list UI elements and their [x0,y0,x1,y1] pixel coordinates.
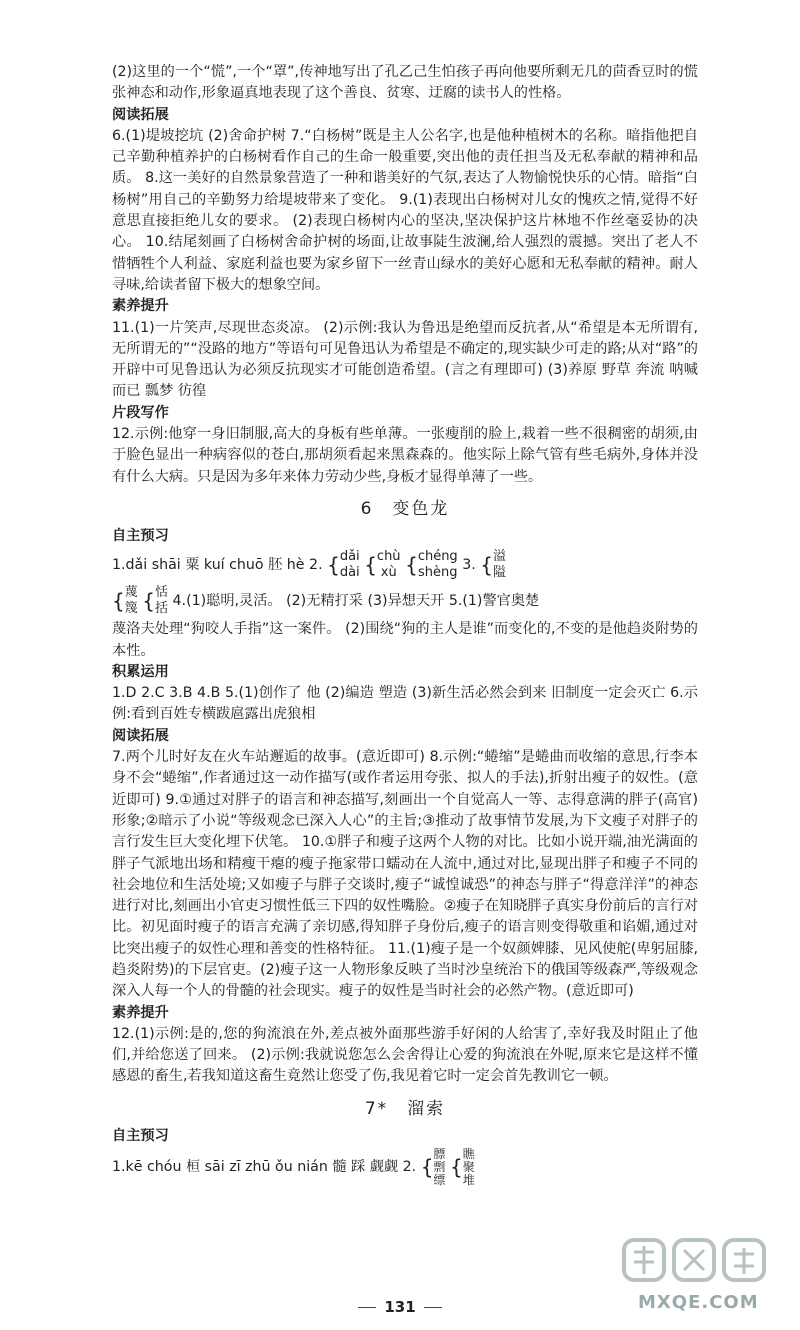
pinyin-text: 1.dǎi shāi 粟 kuí chuō 胚 hè 2. [112,557,323,574]
page-number: 131 [0,1298,800,1316]
section-heading: 积累运用 [112,663,169,680]
brace: { [112,589,125,614]
brace: { [405,553,418,578]
watermark-stamp-icon [620,1232,775,1292]
char-stack: 瞧 聚 堆 [462,1146,475,1187]
brace: { [327,553,340,578]
brace: { [364,553,377,578]
brace: { [142,589,155,614]
answer-paragraph: 7.两个儿时好友在火车站邂逅的故事。(意近即可) 8.示例:“蜷缩”是蜷曲而收缩的意思,行李本身不会“蜷缩”,作者通过这一动作描写(或作者运用夸张、拟人的手法),折射出瘦子的奴性。(意近即可) 9.①通过对胖子的语言和神态描写,刻画出一个自觉高人一等、志得意满的胖子(高官)形象;②暗示了小说“等级观念已深入人心”的主旨;③推动了故事情节发展,为下文瘦子对胖子的言行发生巨大变化埋下伏笔。 10.①胖子和瘦子这两个人物的对比。比如小说开端,油光满面的胖子气派地出场和精瘦干瘪的瘦子拖家带口蠕动在人流中,通过对比,显现出胖子和瘦子不同的社会地位和生活处境;又如瘦子与胖子交谈时,瘦子“诚惶诚恐”的神态与胖子“得意洋洋”的神态进行对比,刻画出小官吏习惯性低三下四的奴性嘴脸。②瘦子在知晓胖子真实身份前后的言行对比。初见面时瘦子的语言充满了亲切感,得知胖子身份后,瘦子的语言则变得敬重和谄媚,通过对比突出瘦子的奴性心理和善变的性格特征。 11.(1)瘦子是一个奴颜婢膝、见风使舵(卑躬屈膝,趋炎附势)的下层官吏。(2)瘦子这一人物形象反映了当时沙皇统治下的俄国等级森严,等级观念深入人每一个人的骨髓的社会现实。瘦子的奴性是当时社会的必然产物。(意近即可) [112,749,698,1000]
lesson-title: 6 变色龙 [360,498,450,519]
answer-paragraph: 蔑洛夫处理“狗咬人手指”这一案件。 (2)围绕“狗的主人是谁”而变化的,不变的是他趋炎附势的本性。 [112,621,698,659]
pinyin-stack: chéng shèng [417,549,458,581]
pinyin-line [112,547,698,583]
answer-paragraph: 11.(1)一片笑声,尽现世态炎凉。 (2)示例:我认为鲁迅是绝望而反抗者,从“希望是本无所谓有,无所谓无的”“没路的地方”等语句可见鲁迅认为希望是不确定的,现实缺少可走的路;从对“路”的开辟中可见鲁迅认为必须反抗现实才可能创造希望。(言之有理即可) (3)养原 野草 奔流 呐喊 而已 瓢梦 彷徨 [112,319,698,400]
section-heading: 片段写作 [112,404,169,421]
answer-paragraph: 1.D 2.C 3.B 4.B 5.(1)创作了 他 (2)编造 塑造 (3)新生活必然会到来 旧制度一定会灭亡 6.示例:看到百姓专横跋扈露出虎狼相 [112,685,698,723]
brace: { [420,1155,434,1180]
lesson-title: 7* 溜索 [364,1098,446,1119]
section-heading: 阅读拓展 [112,106,169,123]
char-stack: 恬 括 [155,585,169,617]
section-heading: 素养提升 [112,298,169,315]
char-stack: 溢 隘 [493,549,507,581]
section-heading: 素养提升 [112,1004,169,1021]
brace: { [449,1155,463,1180]
pinyin-stack: dǎi dài [339,549,360,581]
section-heading: 自主预习 [112,1127,169,1144]
brace: { [480,553,494,578]
answer-paragraph: 12.示例:他穿一身旧制服,高大的身板有些单薄。一张瘦削的脸上,栽着一些不很稠密的胡须,由于脸色显出一种病容似的苍白,那胡须看起来黑森森的。他实际上除气管有些毛病外,身体并没有什么大病。只是因为多年来体力劳动少些,身板才显得单薄了一些。 [112,426,698,485]
watermark-text: MXQE.COM [638,1292,759,1313]
pinyin-text: 1.kē chóu 桓 sāi zī zhū ǒu nián 髓 踩 觑觑 2. [112,1159,417,1176]
char-stack: 蔑 篾 [124,585,138,617]
answer-paragraph: 6.(1)堤坡挖坑 (2)舍命护树 7.“白杨树”既是主人公名字,也是他种植树木的名称。暗指他把自己辛勤种植养护的白杨树看作自己的生命一般重要,突出他的责任担当及无私奉献的精神和品质。 8.这一美好的自然景象营造了一种和谐美好的气氛,表达了人物愉悦快乐的心情。暗指“白杨树”用自己的辛勤努力给堤坡带来了变化。 9.(1)表现出白杨树对儿女的愧疚之情,觉得不好意思直接拒绝儿女的要求。 (2)表现白杨树内心的坚决,坚决保护这片林地不作丝毫妥协的决心。 10.结尾刻画了白杨树舍命护树的场面,让故事陡生波澜,给人强烈的震撼。突出了老人不惜牺牲个人利益、家庭利益也要为家乡留下一丝青山绿水的美好心愿和无私奉献的精神。耐人寻味,给读者留下极大的想象空间。 [112,127,698,293]
answer-paragraph: 12.(1)示例:是的,您的狗流浪在外,差点被外面那些游手好闲的人给害了,幸好我及时阻止了他们,并给您送了回来。 (2)示例:我就说您怎么会舍得让心爱的狗流浪在外呢,原来它是这样不懂感恩的畜生,若我知道这畜生竟然让您受了伤,我见着它时一定会首先教训它一顿。 [112,1025,698,1085]
section-heading: 阅读拓展 [112,727,169,744]
char-stack: 膘 剽 缥 [433,1146,446,1187]
section-heading: 自主预习 [112,527,169,544]
answer-text: 4.(1)聪明,灵活。 (2)无精打采 (3)异想天开 5.(1)警官奥楚 [172,593,540,610]
answer-paragraph: (2)这里的一个“慌”,一个“罩”,传神地写出了孔乙己生怕孩子再向他要所剩无几的茴香豆时的慌张神态和动作,形象逼真地表现了这个善良、贫寒、迂腐的读书人的性格。 [112,64,698,102]
pinyin-stack: chù xù [376,549,401,581]
question-number: 3. [462,557,476,574]
pinyin-line [112,1147,698,1187]
char-line [112,583,698,619]
answer-page [112,62,698,1187]
